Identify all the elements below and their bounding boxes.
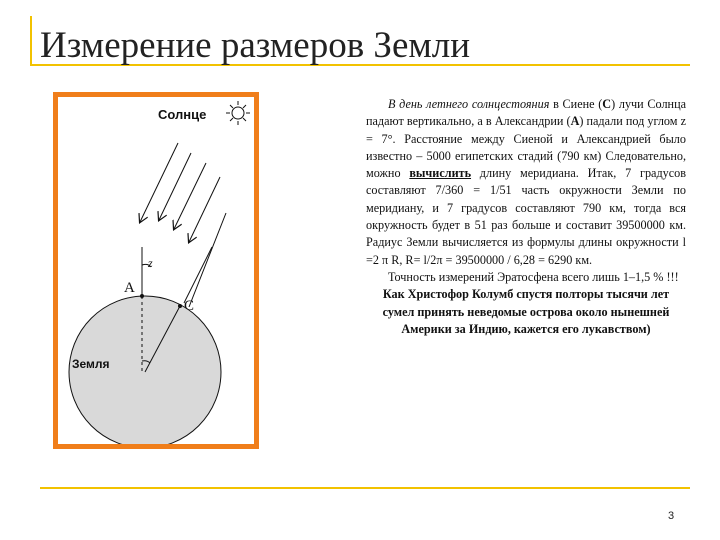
point-c-dot xyxy=(178,304,182,308)
slide-number: 3 xyxy=(668,510,675,522)
sun-icon xyxy=(226,101,250,125)
slide-title: Измерение размеров Земли xyxy=(40,25,471,66)
columbus-paragraph: Как Христофор Колумб спустя полторы тысячи лет сумел принять неведомые острова около нынешней Америки за Индию, кажется его лукавством) xyxy=(382,287,670,336)
earth-measurement-figure xyxy=(53,92,259,449)
angle-z-label: z xyxy=(148,256,153,270)
title-accent-vertical xyxy=(30,16,32,64)
point-c-label: C xyxy=(184,298,195,314)
eratosthenes-diagram xyxy=(58,97,254,444)
explanation-paragraph: В день летнего солнцестояния в Сиене (С) лучи Солнца падают вертикально, а в Александрии (А) падали под углом z = 7°. Расстояние между Сиеной и Александрией было известно – 5000 египетских стадий (790 км) Следовательно, можно вычислить длину меридиана. Итак, 7 градусов составляют 7/360 = 1/51 часть окружности Земли по меридиану, и 7 градусов составляют 790 км, тогда вся окружность будет в 51 раз больше и составит 39500000 км. Радиус Земли вычисляется из формулы длины окружности l =2 π R, R= l/2π = 39500000 / 6,28 = 6290 км. xyxy=(366,97,687,267)
explanation-text xyxy=(366,96,686,338)
point-a-label: A xyxy=(124,280,135,296)
calculate-link[interactable]: вычислить xyxy=(409,166,472,181)
point-a-dot xyxy=(140,294,144,298)
earth-label: Земля xyxy=(72,357,110,371)
sun-rays xyxy=(140,143,226,307)
accuracy-paragraph: Точность измерений Эратосфена всего лишь 1–1,5 % !!! xyxy=(388,269,679,284)
footer-rule xyxy=(40,487,690,489)
sun-label: Солнце xyxy=(158,107,207,122)
